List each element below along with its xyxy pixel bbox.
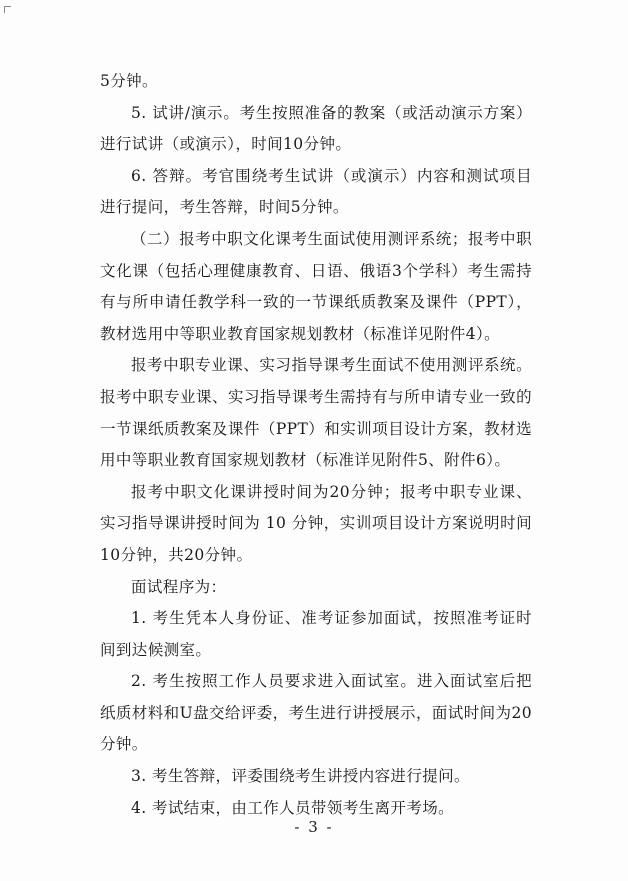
- paragraph-procedure-3: 3. 考生答辩，评委围绕考生讲授内容进行提问。: [131, 767, 470, 786]
- paragraph-lecture-time: 报考中职文化课讲授时间为20分钟；报考中职专业课、实习指导课讲授时间为 10 分钟，实训项目设计方案说明时间10分钟，共20分钟。: [100, 482, 532, 564]
- scan-corner-mark: [4, 6, 11, 13]
- paragraph-section-2: （二）报考中职文化课考生面试使用测评系统；报考中职文化课（包括心理健康教育、日语、俄语3个学科）考生需持有与所申请任教学科一致的一节课纸质教案及课件（PPT），教材选用中等职业教育国家规划教材（标准详见附件4）。: [100, 229, 532, 343]
- paragraph-procedure-2: 2. 考生按照工作人员要求进入面试室。进入面试室后把纸质材料和U盘交给评委，考生进行讲授展示，面试时间为20分钟。: [100, 672, 532, 754]
- paragraph-procedure-heading: 面试程序为：: [131, 577, 227, 596]
- paragraph-item-6: 6. 答辩。考官围绕考生试讲（或演示）内容和测试项目进行提问，考生答辩，时间5分钟。: [100, 166, 532, 217]
- paragraph-vocational-specialty: 报考中职专业课、实习指导课考生面试不使用测评系统。报考中职专业课、实习指导课考生需持有与所申请专业一致的一节课纸质教案及课件（PPT）和实训项目设计方案，教材选用中等职业教育国家规划教材（标准详见附件5、附件6）。: [100, 356, 532, 470]
- paragraph-continuation: 5分钟。: [100, 72, 158, 90]
- paragraph-item-5: 5. 试讲/演示。考生按照准备的教案（或活动演示方案）进行试讲（或演示），时间10分钟。: [100, 103, 532, 154]
- page-number: - 3 -: [294, 818, 334, 836]
- paragraph-procedure-1: 1. 考生凭本人身份证、准考证参加面试，按照准考证时间到达候测室。: [100, 609, 532, 659]
- paragraph-procedure-4: 4. 考试结束，由工作人员带领考生离开考场。: [131, 798, 455, 817]
- document-body: [100, 66, 532, 824]
